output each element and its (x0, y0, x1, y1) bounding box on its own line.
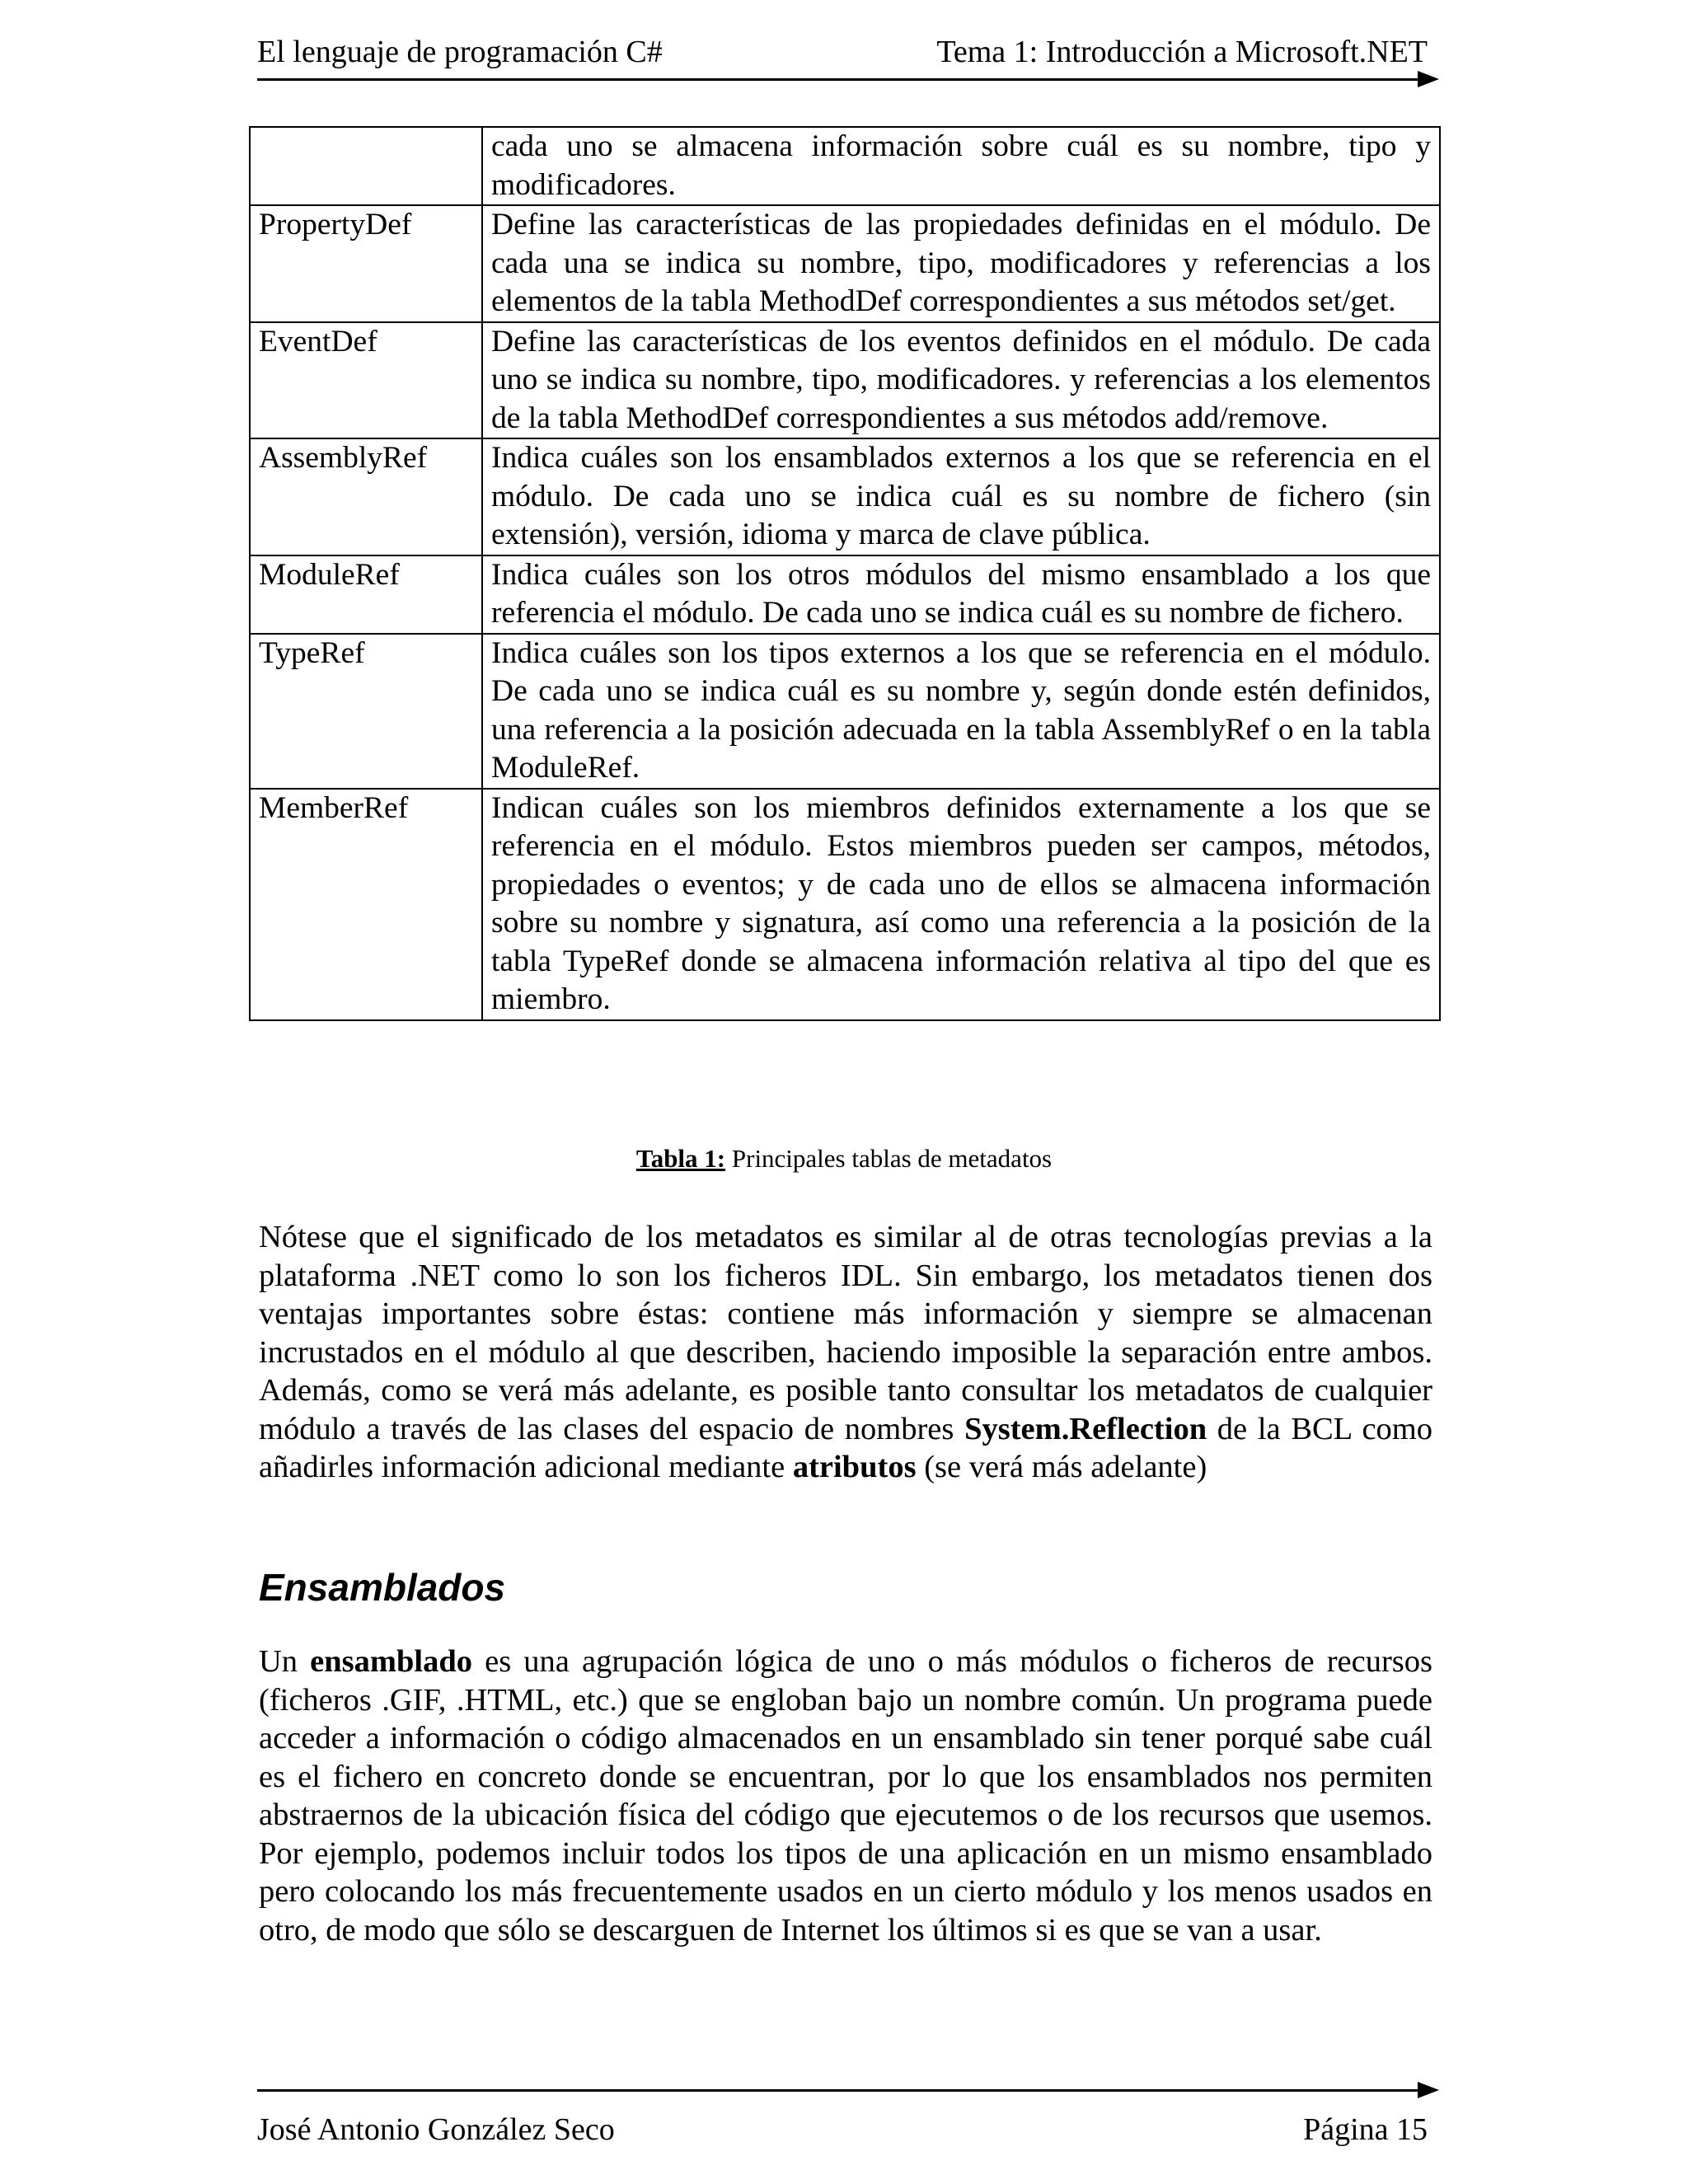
table-cell-description: cada uno se almacena información sobre cuál es su nombre, tipo y modificadores. (482, 127, 1440, 205)
table-cell-name (250, 127, 482, 205)
paragraph-text: (se verá más adelante) (916, 1450, 1207, 1484)
table-row (250, 789, 1440, 1020)
table-caption-label: Tabla 1: (635, 1144, 726, 1173)
paragraph-text: de la BCL como añadirles información adicional mediante (259, 1411, 1433, 1484)
footer-arrow-icon (1418, 2082, 1439, 2098)
table-cell-description: Define las características de los eventos definidos en el módulo. De cada uno se indica su nombre, tipo, modificadores. y referencias a los elementos de la tabla MethodDef correspondientes a sus métodos add/remove. (482, 322, 1440, 439)
table-caption (0, 1141, 1688, 1176)
atributos-term: atributos (792, 1450, 917, 1484)
table-cell-description: Define las características de las propiedades definidas en el módulo. De cada una se indica su nombre, tipo, modificadores y referencias a los elementos de la tabla MethodDef correspondientes a sus métodos set/get. (482, 205, 1440, 322)
footer-rule (257, 2089, 1419, 2092)
table-row (250, 438, 1440, 555)
table-row (250, 634, 1440, 789)
table-cell-name: MemberRef (250, 789, 482, 1020)
table-cell-name: AssemblyRef (250, 438, 482, 555)
header-arrow-icon (1418, 71, 1439, 87)
ensamblado-term: ensamblado (310, 1644, 472, 1679)
table-cell-description: Indican cuáles son los miembros definidos externamente a los que se referencia en el módulo. Estos miembros pueden ser campos, métodos, propiedades o eventos; y de cada uno de ellos se almacena información sobre su nombre y signatura, así como una referencia a la posición de la tabla TypeRef donde se almacena información relativa al tipo del que es miembro. (482, 789, 1440, 1020)
table-caption-text: Principales tablas de metadatos (725, 1144, 1053, 1173)
metadata-tables-table (249, 126, 1441, 1021)
system-reflection-term: System.Reflection (964, 1411, 1207, 1446)
paragraph-text: Un (259, 1644, 311, 1679)
header-book-title: El lenguaje de programación C# (257, 35, 663, 69)
table-cell-description: Indica cuáles son los ensamblados externos a los que se referencia en el módulo. De cada uno se indica cuál es su nombre de fichero (sin extensión), versión, idioma y marca de clave pública. (482, 438, 1440, 555)
table-cell-name: TypeRef (250, 634, 482, 789)
footer-page-number: Página 15 (1303, 2112, 1428, 2147)
table-row (250, 127, 1440, 205)
table-cell-name: EventDef (250, 322, 482, 439)
table-row (250, 555, 1440, 634)
table-cell-description: Indica cuáles son los otros módulos del mismo ensamblado a los que referencia el módulo. De cada uno se indica cuál es su nombre de fichero. (482, 555, 1440, 634)
table-cell-name: ModuleRef (250, 555, 482, 634)
section-heading-ensamblados: Ensamblados (259, 1566, 506, 1609)
table-row (250, 205, 1440, 322)
metadata-paragraph (259, 1218, 1432, 1487)
table-row (250, 322, 1440, 439)
header-chapter-title: Tema 1: Introducción a Microsoft.NET (936, 35, 1428, 69)
table-cell-name: PropertyDef (250, 205, 482, 322)
ensamblados-paragraph (259, 1643, 1432, 1949)
paragraph-text: es una agrupación lógica de uno o más módulos o ficheros de recursos (ficheros .GIF, .HTML, etc.) que se engloban bajo un nombre común. Un programa puede acceder a información o código almacenados en un ensamblado sin tener porqué sabe cuál es el fichero en concreto donde se encuentran, por lo que los ensamblados nos permiten abstraernos de la ubicación física del código que ejecutemos o de los recursos que usemos. Por ejemplo, podemos incluir todos los tipos de una aplicación en un mismo ensamblado pero colocando los más frecuentemente usados en un cierto módulo y los menos usados en otro, de modo que sólo se descarguen de Internet los últimos si es que se van a usar. (259, 1644, 1432, 1947)
page-header (257, 28, 1428, 76)
footer-author: José Antonio González Seco (257, 2112, 615, 2147)
header-rule (257, 78, 1419, 81)
paragraph-text: Nótese que el significado de los metadatos es similar al de otras tecnologías previas a la plataforma .NET como lo son los ficheros IDL. Sin embargo, los metadatos tienen dos ventajas importantes sobre éstas: contiene más información y siempre se almacenan incrustados en el módulo al que describen, haciendo imposible la separación entre ambos. Además, como se verá más adelante, es posible tanto consultar los metadatos de cualquier módulo a través de las clases del espacio de nombres (259, 1220, 1432, 1446)
page-footer (257, 2107, 1428, 2153)
table-cell-description: Indica cuáles son los tipos externos a los que se referencia en el módulo. De cada uno se indica cuál es su nombre y, según donde estén definidos, una referencia a la posición adecuada en la tabla AssemblyRef o en la tabla ModuleRef. (482, 634, 1440, 789)
